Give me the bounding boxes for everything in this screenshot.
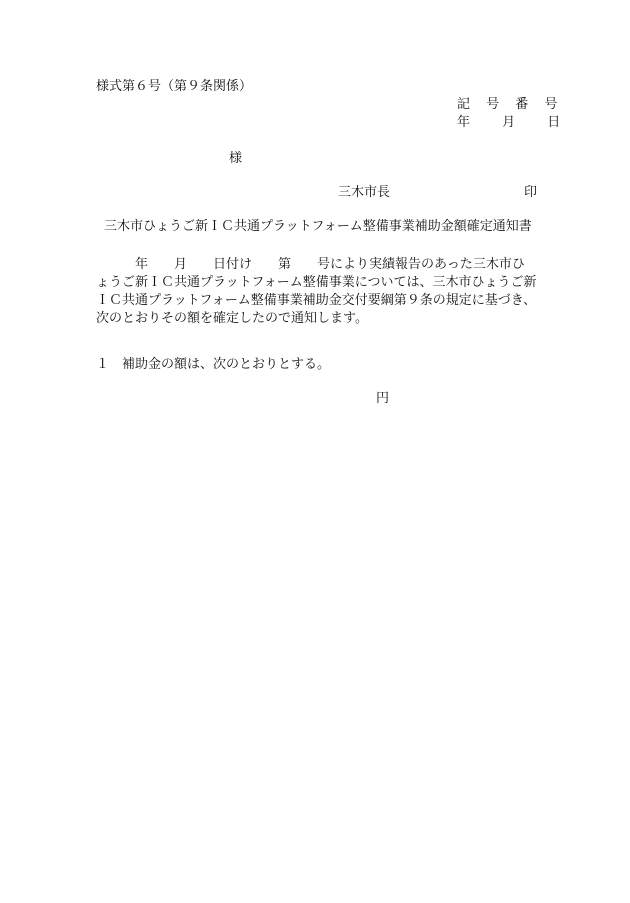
date-label: 年 月 日 <box>457 115 575 130</box>
seal-mark: 印 <box>524 185 538 200</box>
sender-name: 三木市長 <box>338 185 391 200</box>
amount-unit: 円 <box>376 391 390 406</box>
form-number: 様式第６号（第９条関係） <box>96 79 253 94</box>
subsidy-amount-item: １ 補助金の額は、次のとおりとする。 <box>96 357 331 372</box>
body-line: 次のとおりその額を確定したので通知します。 <box>96 311 368 326</box>
notice-body <box>96 256 554 328</box>
record-number-label: 記 号 番 号 <box>457 97 564 112</box>
body-line: 年 月 日付け 第 号により実績報告のあった三木市ひ <box>96 257 525 272</box>
addressee-suffix: 様 <box>229 151 243 166</box>
body-line: ＩＣ共通プラットフォーム整備事業補助金交付要綱第９条の規定に基づき、 <box>96 293 537 308</box>
body-line: ょうご新ＩＣ共通プラットフォーム整備事業については、三木市ひょうご新 <box>96 275 537 290</box>
document-title: 三木市ひょうご新ＩＣ共通プラットフォーム整備事業補助金額確定通知書 <box>104 219 532 234</box>
